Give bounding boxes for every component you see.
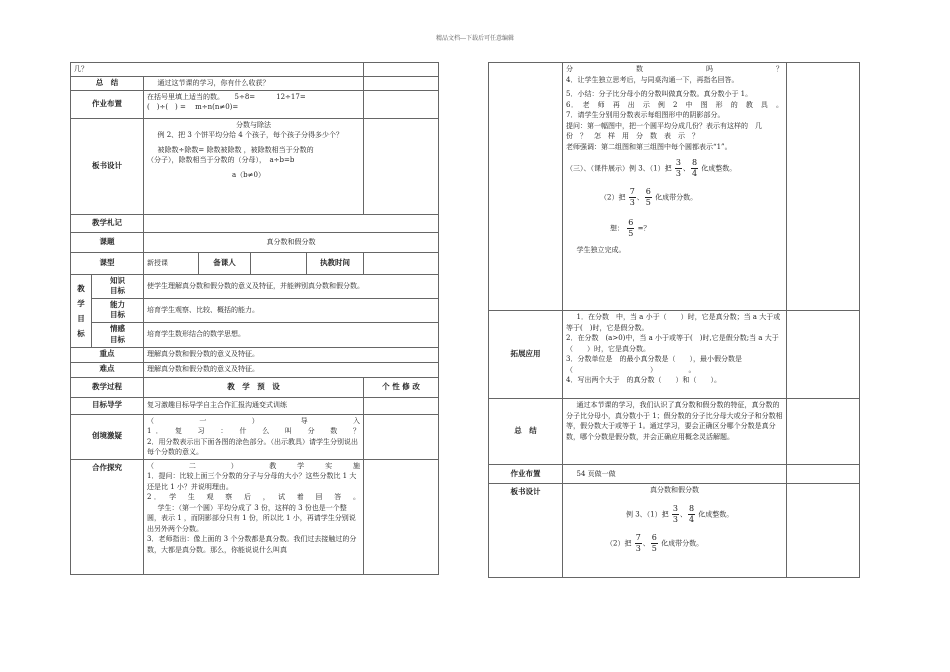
fraction: $\frac{3}{3}$: [672, 503, 678, 524]
explore-line-1: 1．提问：比较上面三个分数的分子与分母的大小？这些分数比 1 大还是比 1 小？并说明理由。: [147, 472, 357, 491]
right-lesson-table: [488, 62, 860, 578]
cont-line-7: 老师强调：第二组图和第三组图中每个圆都表示“1”。: [566, 142, 732, 151]
fraction: $\frac{3}{3}$: [675, 158, 681, 178]
explore-line-3: 学生：（第一个圆）平均分成了 3 份，这样的 3 份也是一个整圆，表示 1 ，而阴影部分只有 1 份，所以比 1 小，再请学生分别说出另外两个分数。: [147, 503, 356, 533]
think-line: 想： $\frac{6}{5}$ =？: [610, 218, 651, 238]
right-homework-text: 54 页做一做: [563, 465, 787, 484]
homework-content: [144, 90, 364, 118]
extension-item-4: 4．写出两个大于 的真分数（ ）和（ ）。: [566, 376, 721, 384]
situation-label: 创境激疑: [71, 414, 144, 459]
teaching-time-label: 执教时间: [307, 252, 364, 274]
goal-guide-text: 复习激趣目标导学自主合作汇报沟通变式训练: [144, 397, 364, 414]
fraction: $\frac{6}{5}$: [645, 187, 651, 207]
cont-line-4: 6． 老 师 再 出 示 例 2 中 图 形 的 教 具 。: [566, 100, 783, 109]
homework-label: 作业布置: [71, 90, 144, 118]
difficulty-text: 理解真分数和假分数的意义及特征。: [144, 362, 439, 377]
difficulty-label: 难点: [71, 362, 144, 377]
emotion-goal-label: 情感 目标: [92, 322, 144, 347]
fraction: $\frac{8}{4}$: [691, 158, 698, 178]
fraction: $\frac{7}{3}$: [635, 532, 641, 553]
goal-guide-label: 目标导学: [71, 397, 144, 414]
process-continued: [563, 63, 787, 311]
left-lesson-table: [70, 62, 439, 575]
knowledge-goal-label: 知识 目标: [92, 274, 144, 298]
board-rule-1: 被除数÷除数= 除数被除数 ，被除数相当于分数的: [157, 145, 314, 154]
fraction: $\frac{8}{4}$: [688, 503, 695, 524]
board-example-3-part-2: （2）把 $\frac{7}{3}$ 、 $\frac{6}{5}$ 化成带分数。: [606, 532, 704, 553]
teaching-notes-label: 教学札记: [71, 214, 144, 232]
teaching-goals-label: 教 学 目 标: [71, 274, 92, 347]
board-example: 例 2、把 3 个饼平均分给 4 个孩子，每个孩子分得多少个？: [157, 131, 343, 139]
board-design-label: 板书设计: [71, 118, 144, 214]
summary-label: 总 结: [71, 76, 144, 90]
independent-completion: 学生独立完成。: [576, 246, 626, 254]
cont-line-6: 提问：第一幅图中，把一个圆平均分成几份？表示有这样的 几 份 ？ 怎 样 用 分 数 表 示 ？: [566, 121, 769, 140]
situation-heading: （ 一 ） 导 入: [147, 416, 360, 425]
explore-label: 合作探究: [71, 459, 144, 574]
board-design-content: [144, 118, 364, 214]
explore-line-4: 3．老师指出：像上面的 3 个分数都是真分数。我们过去接触过的分数，大都是真分数。那么，你能说说什么叫真: [147, 535, 357, 554]
process-heading: 教 学 预 设: [144, 377, 364, 397]
homework-line-2: ( )÷( ) = m÷n(n≠0)=: [147, 103, 239, 111]
explore-content: [144, 459, 364, 574]
board-example-3-part-1: 例 3、（1）把 $\frac{3}{3}$ 、 $\frac{8}{4}$ 化成整数。: [626, 503, 734, 524]
extension-item-3: 3．分数单位是 的最小真分数是（ ），最小假分数是 （ ） 。: [566, 355, 756, 374]
board-title: 分数与除法: [236, 120, 271, 129]
page-header: 精品文档---下载后可任意编辑: [435, 35, 515, 42]
summary-text: 通过这节课的学习，你有什么收获？: [144, 76, 364, 90]
board-rule-2: （分子），除数相当于分数的（分母）， a÷b=b: [147, 156, 295, 164]
key-point-label: 重点: [71, 347, 144, 362]
situation-line-2: 2．用分数表示出下面各图的涂色部分。（出示教具）请学生分别说出每个分数的意义。: [147, 437, 358, 456]
emotion-goal-text: 培育学生数形结合的数学思想。: [144, 322, 439, 347]
process-label: 教学过程: [71, 377, 144, 397]
personal-edit-heading: 个 性 修 改: [364, 377, 439, 397]
continued-text: 几？: [71, 63, 364, 77]
situation-content: [144, 414, 364, 459]
key-point-text: 理解真分数和假分数的意义及特征。: [144, 347, 439, 362]
lesson-type-label: 课型: [71, 252, 144, 274]
right-board-label: 板书设计: [489, 484, 563, 578]
explore-line-2: 2． 学 生 观 察 后 ， 试 着 回 答 。: [147, 493, 360, 501]
explore-heading: （ 二 ） 教 学 实 施: [147, 461, 360, 470]
fraction: $\frac{7}{3}$: [629, 187, 635, 207]
extension-content: [563, 311, 787, 399]
homework-line-1: 在括号里填上适当的数。 5÷8= 12÷17=: [147, 92, 306, 101]
ability-goal-text: 培育学生观察、比较、概括的能力。: [144, 298, 439, 322]
cont-line-3: 5．小结：分子比分母小的分数叫做真分数。真分数小于 1。: [566, 90, 753, 98]
lesson-type-value: 新授课: [144, 252, 199, 274]
fraction: $\frac{6}{5}$: [628, 218, 634, 238]
topic-label: 课题: [71, 232, 144, 252]
right-summary-text: 通过本节课的学习，我们认识了真分数和假分数的特征，真分数的分子比分母小，真分数小于 1；假分数的分子比分母大或分子和分数相等，假分数大于或等于 1。通过学习，要会正确区分哪个分数是真分数，哪个分数是假分数，并会正确应用概念灵活解题。: [563, 399, 787, 465]
example-3-part-1: （三）、（课件展示）例 3、（1）把 $\frac{3}{3}$ 、 $\frac{8}{4}$ 化成整数。: [566, 158, 737, 178]
cont-line-1: 分 数 吗 ？: [566, 65, 783, 73]
extension-label: 拓展应用: [489, 311, 563, 399]
board-rule-3: a（b≠0）: [232, 170, 265, 179]
cont-line-2: 4．让学生独立思考后，与同桌沟通一下，再指名回答。: [566, 75, 739, 84]
situation-line-1: 1． 复 习 ： 什 么 叫 分 数 ？: [147, 427, 360, 435]
preparer-label: 备课人: [199, 252, 251, 274]
right-homework-label: 作业布置: [489, 465, 563, 484]
right-board-title: 真分数和假分数: [650, 486, 699, 494]
extension-item-1: 1．在分数 中，当 a 小于（ ）时，它是真分数；当 a 大于或等于( )时，它是假分数。: [566, 313, 781, 332]
ability-goal-label: 能力 目标: [92, 298, 144, 322]
topic-value: 真分数和假分数: [144, 232, 439, 252]
knowledge-goal-text: 使学生理解真分数和假分数的意义及特征，并能辨别真分数和假分数。: [144, 274, 439, 298]
example-3-part-2: （2）把 $\frac{7}{3}$ 、 $\frac{6}{5}$ 化成带分数。: [600, 187, 698, 207]
extension-item-2: 2．在分数 (a>0)中，当 a 小于或等于( )时,它是假分数;当 a 大于（ ）时，它是真分数。: [566, 334, 779, 353]
right-board-content: [563, 484, 787, 578]
cont-line-5: 7．请学生分别用分数表示每组图形中的阴影部分。: [566, 111, 725, 119]
right-summary-label: 总 结: [489, 399, 563, 465]
fraction: $\frac{6}{5}$: [651, 532, 657, 553]
